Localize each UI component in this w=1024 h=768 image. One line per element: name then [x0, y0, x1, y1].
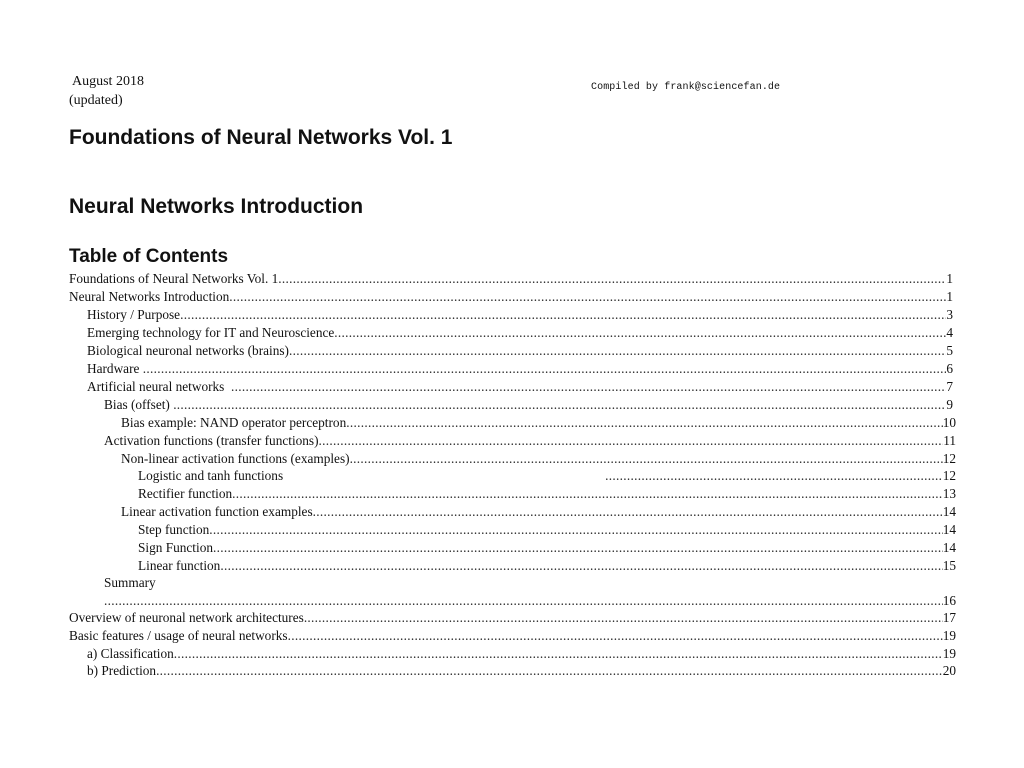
- toc-entry-label: Basic features / usage of neural networks: [69, 628, 288, 643]
- toc-entry-page: 10: [942, 415, 956, 430]
- toc-entry[interactable]: [87, 662, 956, 680]
- toc-entry-page: 15: [942, 558, 956, 573]
- toc-dot-leader: [174, 645, 943, 662]
- toc-entry-page: 13: [942, 486, 956, 501]
- toc-entry[interactable]: [87, 342, 953, 360]
- toc-dot-leader: [304, 609, 943, 626]
- toc-entry-label: Bias example: NAND operator perceptron: [121, 415, 347, 430]
- toc-dot-leader: [346, 414, 942, 431]
- toc-dot-leader: [213, 539, 943, 556]
- toc-entry-label: Emerging technology for IT and Neuroscience: [87, 325, 335, 340]
- toc-entry-page: 19: [942, 628, 956, 643]
- toc-dot-leader: [104, 592, 943, 609]
- toc-dot-leader: [232, 485, 943, 502]
- section-heading-introduction: Neural Networks Introduction: [69, 195, 364, 218]
- toc-dot-leader: [231, 378, 946, 395]
- toc-entry-page: 6: [946, 361, 953, 376]
- toc-entry[interactable]: [87, 645, 956, 663]
- toc-entry-page: 12: [942, 451, 956, 466]
- toc-entry-label: Linear activation function examples: [121, 504, 313, 519]
- toc-entry-page: 5: [946, 343, 953, 358]
- toc-entry[interactable]: [69, 627, 956, 645]
- toc-dot-leader: [313, 503, 943, 520]
- toc-entry-continuation: [104, 592, 956, 610]
- toc-entry-page: 1: [946, 271, 953, 286]
- toc-entry-page: 20: [942, 663, 956, 678]
- toc-entry-label: Biological neuronal networks (brains): [87, 343, 289, 358]
- toc-entry-label: Summary: [104, 575, 156, 590]
- toc-entry[interactable]: [138, 467, 956, 485]
- toc-entry[interactable]: [69, 288, 953, 306]
- toc-entry-label: Linear function: [138, 558, 221, 573]
- toc-entry-label: Activation functions (transfer functions): [104, 433, 319, 448]
- toc-dot-leader: [156, 662, 943, 679]
- document-updated-note: (updated): [69, 93, 123, 108]
- toc-entry-page: 9: [946, 397, 953, 412]
- toc-dot-leader: [350, 450, 943, 467]
- toc-dot-leader: [229, 288, 946, 305]
- toc-dot-leader: [173, 396, 946, 413]
- toc-entry-page: 7: [946, 379, 953, 394]
- toc-entry[interactable]: [87, 324, 953, 342]
- toc-entry-label: b) Prediction: [87, 663, 157, 678]
- toc-dot-leader: [180, 306, 946, 323]
- toc-entry-page: 16: [942, 593, 956, 608]
- document-date: August 2018: [72, 74, 144, 89]
- compiled-by-line: Compiled by frank@sciencefan.de: [591, 82, 781, 93]
- toc-entry-page: 19: [942, 646, 956, 661]
- toc-entry-page: 14: [942, 540, 956, 555]
- toc-entry-label: Rectifier function: [138, 486, 233, 501]
- toc-dot-leader: [143, 360, 947, 377]
- toc-entry-label: Artificial neural networks: [87, 379, 231, 394]
- toc-dot-leader: [278, 270, 946, 287]
- toc-entry[interactable]: [138, 521, 956, 539]
- toc-dot-leader: [319, 432, 944, 449]
- toc-entry[interactable]: [87, 306, 953, 324]
- toc-dot-leader: [334, 324, 946, 341]
- toc-entry-page: 17: [942, 610, 956, 625]
- toc-entry-label: History / Purpose: [87, 307, 181, 322]
- toc-entry[interactable]: [69, 609, 956, 627]
- toc-dot-leader: [220, 557, 942, 574]
- toc-entry-label: Logistic and tanh functions: [138, 468, 284, 483]
- toc-entry-page: 1: [946, 289, 953, 304]
- toc-entry[interactable]: [121, 503, 956, 521]
- toc-entry-page: 3: [946, 307, 953, 322]
- toc-entry[interactable]: [104, 396, 953, 414]
- toc-entry-label: Hardware: [87, 361, 143, 376]
- toc-entry-label: Overview of neuronal network architectures: [69, 610, 304, 625]
- toc-heading: Table of Contents: [69, 246, 229, 267]
- toc-entry[interactable]: [121, 414, 956, 432]
- toc-entry-label: Foundations of Neural Networks Vol. 1: [69, 271, 279, 286]
- toc-entry[interactable]: [138, 485, 956, 503]
- toc-entry-page: 11: [943, 433, 956, 448]
- toc-entry-label: Sign Function: [138, 540, 213, 555]
- toc-entry[interactable]: [121, 450, 956, 468]
- toc-entry-page: 4: [946, 325, 953, 340]
- document-title: Foundations of Neural Networks Vol. 1: [69, 126, 453, 149]
- toc-dot-leader: [605, 467, 943, 484]
- toc-entry[interactable]: [87, 378, 953, 396]
- toc-entry[interactable]: [104, 574, 956, 592]
- toc-entry[interactable]: [104, 432, 956, 450]
- toc-dot-leader: [289, 342, 946, 359]
- toc-entry-page: 14: [942, 504, 956, 519]
- toc-entry-label: Bias (offset): [104, 397, 174, 412]
- toc-entry-label: Neural Networks Introduction: [69, 289, 230, 304]
- toc-entry[interactable]: [138, 539, 956, 557]
- toc-entry-page: 14: [942, 522, 956, 537]
- toc-entry[interactable]: [138, 557, 956, 575]
- toc-entry-label: a) Classification: [87, 646, 174, 661]
- toc-entry[interactable]: [87, 360, 953, 378]
- toc-entry[interactable]: [69, 270, 953, 288]
- toc-dot-leader: [209, 521, 942, 538]
- toc-entry-page: 12: [942, 468, 956, 483]
- toc-entry-label: Non-linear activation functions (examples): [121, 451, 350, 466]
- toc-dot-leader: [288, 627, 943, 644]
- toc-entry-label: Step function: [138, 522, 210, 537]
